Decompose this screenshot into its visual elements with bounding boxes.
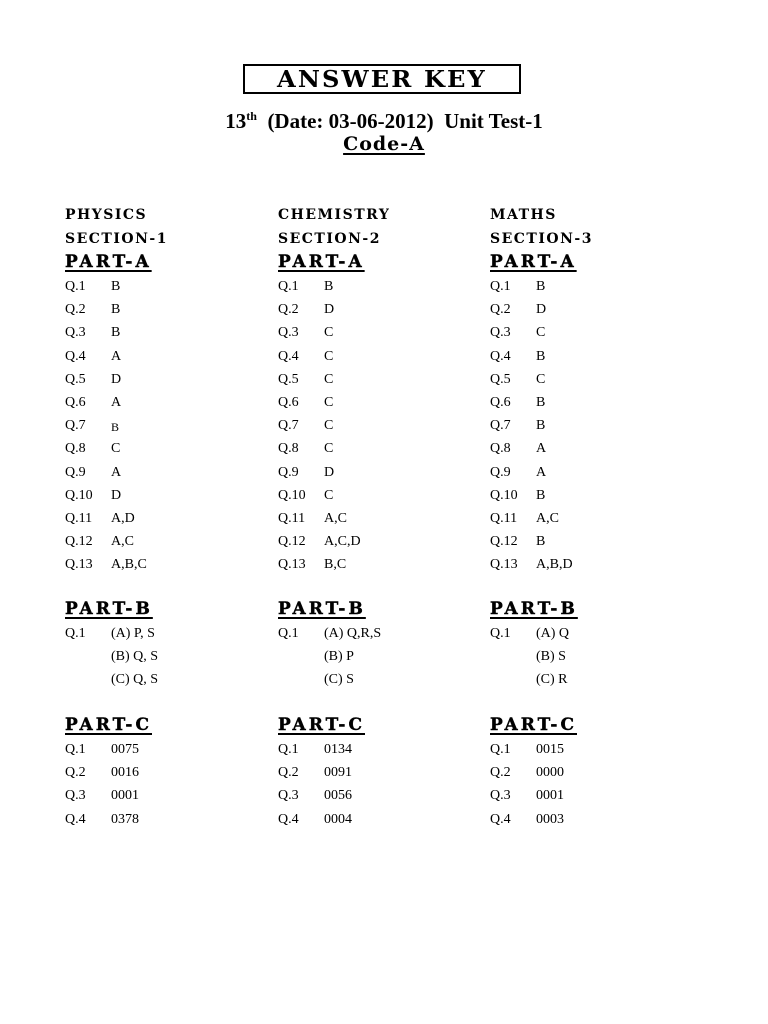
answer-value: A,B,D [536, 557, 573, 573]
answer-value: B [324, 279, 334, 294]
question-number: Q.4 [278, 348, 299, 364]
question-number: Q.12 [490, 534, 518, 550]
question-number: Q.2 [278, 765, 299, 781]
answer-value: C [324, 348, 334, 364]
answer-value: A,B,C [111, 557, 147, 573]
section-heading: SECTION-3 [490, 231, 593, 247]
question-number: Q.1 [490, 279, 511, 294]
answer-value: C [324, 325, 334, 341]
question-number: Q.3 [65, 788, 86, 804]
answer-value: A [536, 464, 547, 480]
section-heading: SECTION-1 [65, 231, 168, 247]
answer-value: C [536, 371, 546, 387]
answer-value: (C) R [536, 672, 568, 688]
answer-value: (C) Q, S [111, 672, 159, 688]
column-physics [65, 0, 285, 1024]
answer-value: 0015 [536, 742, 564, 757]
question-number: Q.1 [65, 279, 86, 294]
section-heading: SECTION-2 [278, 231, 381, 247]
question-number: Q.9 [278, 464, 299, 480]
question-number: Q.1 [65, 626, 86, 641]
answer-value: A [111, 348, 122, 364]
answer-value: (A) P, S [111, 626, 155, 641]
answer-value: 0091 [324, 765, 352, 781]
answer-value: (B) Q, S [111, 649, 159, 665]
question-number: Q.6 [65, 395, 86, 410]
question-number: Q.6 [490, 395, 511, 410]
answer-value: A,C [324, 511, 347, 526]
question-number: Q.2 [490, 765, 511, 781]
question-number: Q.10 [278, 487, 306, 503]
question-number: Q.2 [65, 765, 86, 781]
answer-value: (B) S [536, 649, 566, 665]
question-number: Q.11 [278, 511, 306, 526]
question-number: Q.12 [65, 534, 93, 550]
answer-value: C [324, 418, 334, 434]
answer-value: C [324, 487, 334, 503]
question-number: Q.4 [490, 348, 511, 364]
question-number: Q.9 [65, 464, 86, 480]
answer-value: 0016 [111, 765, 139, 781]
answer-value: B [111, 420, 120, 435]
answer-value: D [324, 464, 335, 480]
answer-value: D [324, 302, 335, 318]
answer-value: 0000 [536, 765, 564, 781]
question-number: Q.3 [65, 325, 86, 341]
answer-value: C [324, 395, 334, 410]
question-number: Q.7 [65, 418, 86, 434]
answer-value: 0001 [111, 788, 139, 804]
subject-heading: PHYSICS [65, 207, 148, 223]
part-a-heading: PART-A [65, 252, 152, 272]
answer-value: B [536, 418, 546, 434]
question-number: Q.12 [278, 534, 306, 550]
question-number: Q.7 [278, 418, 299, 434]
question-number: Q.11 [490, 511, 518, 526]
question-number: Q.3 [490, 788, 511, 804]
answer-value: C [536, 325, 546, 341]
question-number: Q.3 [490, 325, 511, 341]
question-number: Q.2 [278, 302, 299, 318]
question-number: Q.4 [490, 811, 511, 827]
question-number: Q.8 [65, 441, 86, 457]
question-number: Q.6 [278, 395, 299, 410]
part-c-heading: PART-C [65, 715, 152, 735]
answer-value: D [111, 371, 122, 387]
part-a-heading: PART-A [490, 252, 577, 272]
answer-value: B [536, 534, 546, 550]
answer-value: A,C,D [324, 534, 361, 550]
question-number: Q.3 [278, 788, 299, 804]
answer-value: B [111, 279, 121, 294]
question-number: Q.8 [278, 441, 299, 457]
question-number: Q.2 [65, 302, 86, 318]
question-number: Q.4 [65, 811, 86, 827]
answer-value: B [111, 325, 121, 341]
question-number: Q.3 [278, 325, 299, 341]
question-number: Q.4 [65, 348, 86, 364]
answer-value: A,C [111, 534, 134, 550]
part-b-heading: PART-B [65, 599, 153, 619]
answer-value: (B) P [324, 649, 354, 665]
answer-value: C [324, 441, 334, 457]
part-c-heading: PART-C [278, 715, 365, 735]
class-number: 13 [225, 109, 247, 133]
answer-value: (C) S [324, 672, 354, 688]
answer-value: 0004 [324, 811, 352, 827]
question-number: Q.1 [278, 279, 299, 294]
question-number: Q.1 [278, 742, 299, 757]
answer-value: B [536, 395, 546, 410]
answer-value: B,C [324, 557, 347, 573]
page-title: ANSWER KEY [277, 65, 487, 93]
question-number: Q.4 [278, 811, 299, 827]
answer-value: (A) Q,R,S [324, 626, 382, 641]
question-number: Q.5 [490, 371, 511, 387]
answer-value: 0001 [536, 788, 564, 804]
answer-value: B [536, 348, 546, 364]
answer-value: A,C [536, 511, 559, 526]
answer-value: B [536, 487, 546, 503]
question-number: Q.10 [490, 487, 518, 503]
question-number: Q.5 [278, 371, 299, 387]
part-a-heading: PART-A [278, 252, 365, 272]
part-b-heading: PART-B [490, 599, 578, 619]
answer-value: B [536, 279, 546, 294]
question-number: Q.7 [490, 418, 511, 434]
question-number: Q.8 [490, 441, 511, 457]
answer-value: 0075 [111, 742, 139, 757]
answer-value: C [324, 371, 334, 387]
answer-value: 0134 [324, 742, 352, 757]
subject-heading: CHEMISTRY [278, 207, 391, 223]
answer-value: A [536, 441, 547, 457]
answer-value: A,D [111, 511, 135, 526]
answer-value: 0378 [111, 811, 139, 827]
answer-value: D [111, 487, 122, 503]
test-date: (Date: 03-06-2012) Unit Test-1 [267, 109, 543, 133]
answer-value: A [111, 464, 122, 480]
answer-value: A [111, 395, 122, 410]
answer-value: B [111, 302, 121, 318]
answer-value: 0003 [536, 811, 564, 827]
column-maths [490, 0, 710, 1024]
question-number: Q.10 [65, 487, 93, 503]
question-number: Q.1 [490, 742, 511, 757]
question-number: Q.2 [490, 302, 511, 318]
question-number: Q.13 [490, 557, 518, 573]
question-number: Q.9 [490, 464, 511, 480]
column-chemistry [278, 0, 498, 1024]
question-number: Q.5 [65, 371, 86, 387]
answer-value: (A) Q [536, 626, 570, 641]
answer-value: 0056 [324, 788, 352, 804]
answer-value: D [536, 302, 547, 318]
question-number: Q.1 [65, 742, 86, 757]
question-number: Q.13 [65, 557, 93, 573]
class-suffix: th [246, 109, 257, 123]
question-number: Q.1 [490, 626, 511, 641]
answer-value: C [111, 441, 121, 457]
subject-heading: MATHS [490, 207, 557, 223]
paper-code-label: Code-A [343, 133, 425, 155]
part-b-heading: PART-B [278, 599, 366, 619]
question-number: Q.13 [278, 557, 306, 573]
part-c-heading: PART-C [490, 715, 577, 735]
question-number: Q.11 [65, 511, 93, 526]
question-number: Q.1 [278, 626, 299, 641]
